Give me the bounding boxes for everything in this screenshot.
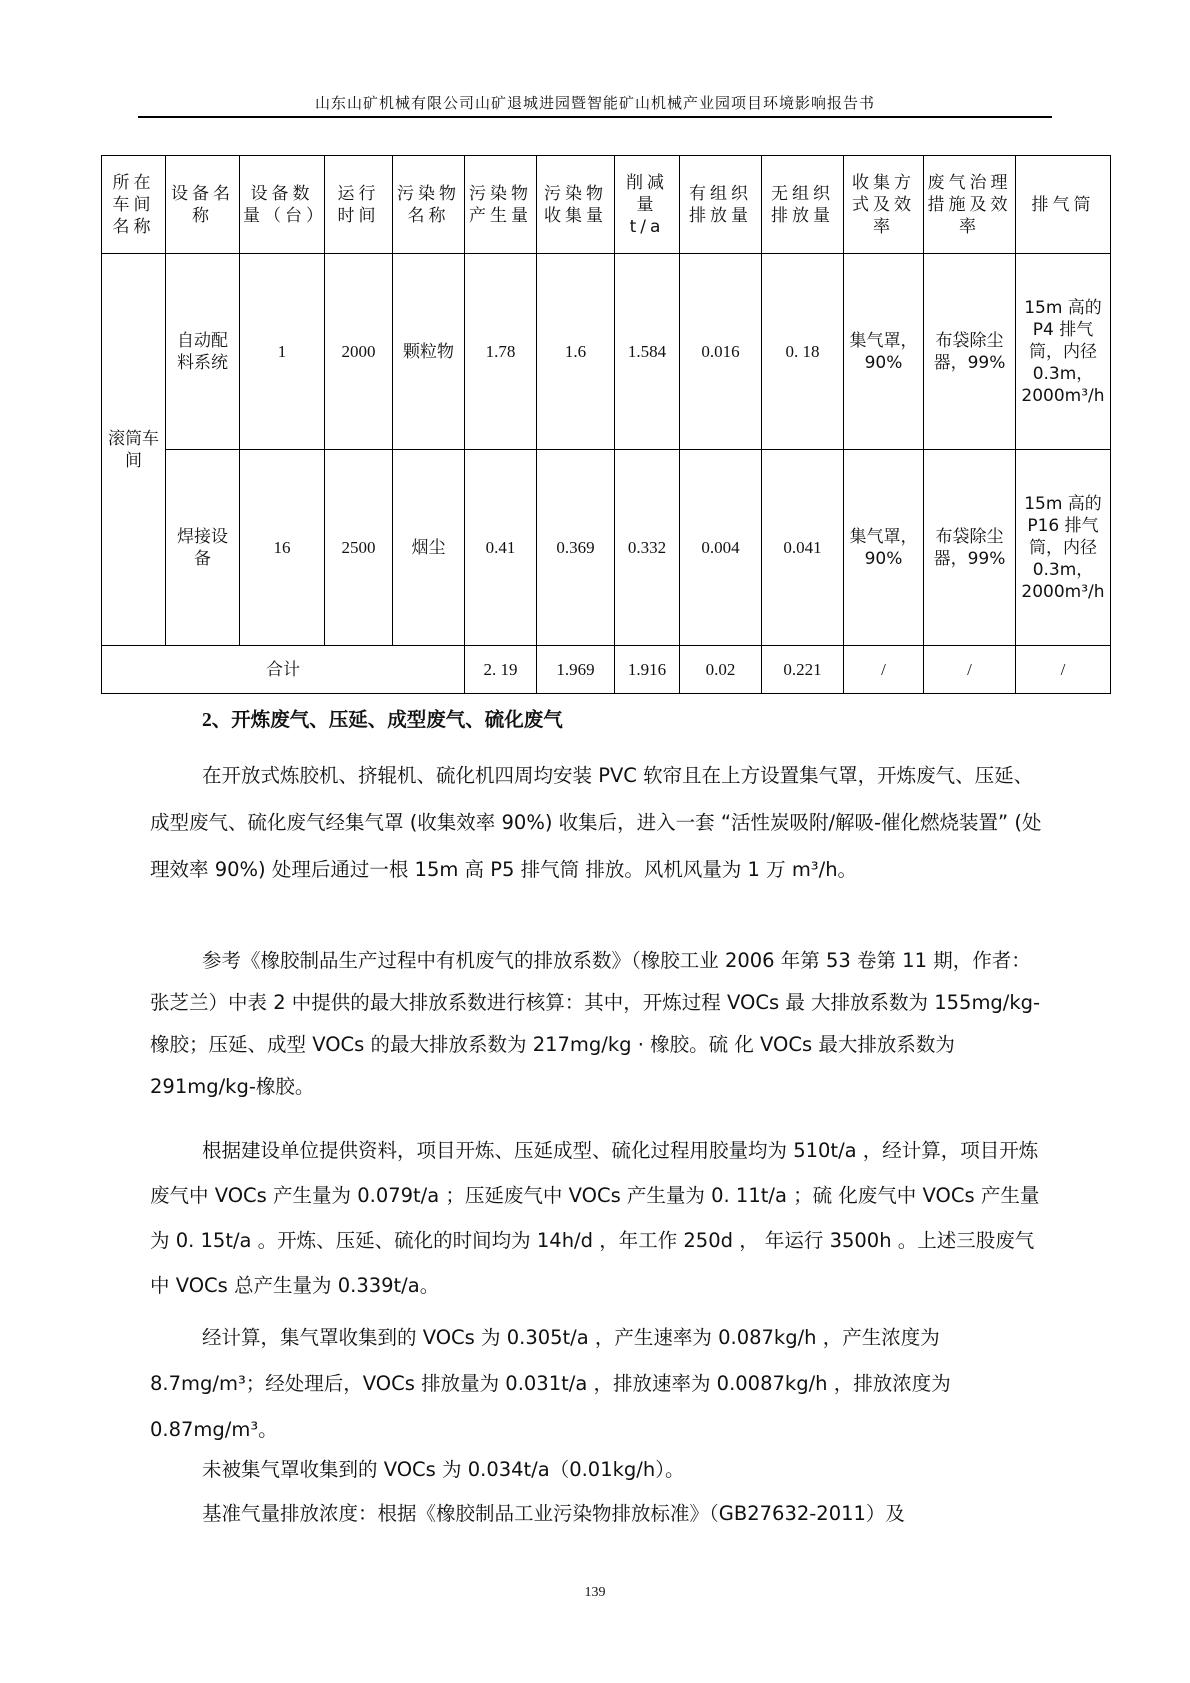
pollutant-cell: 烟尘	[393, 450, 465, 646]
table-total-row	[102, 646, 1111, 694]
page-number: 139	[584, 1585, 606, 1600]
col-header-pollutant: 污染物名称	[393, 156, 465, 254]
paragraph-5: 未被集气罩收集到的 VOCs 为 0.034t/a（0.01kg/h）。	[202, 1458, 685, 1481]
emission-table	[101, 155, 1111, 694]
equipment-cell: 自动配料系统	[166, 254, 240, 450]
table-row	[102, 450, 1111, 646]
collected-cell: 1.6	[537, 254, 615, 450]
col-header-generated: 污染物产生量	[465, 156, 537, 254]
hours-cell: 2000	[325, 254, 393, 450]
generated-cell: 0.41	[465, 450, 537, 646]
count-cell: 1	[240, 254, 325, 450]
document-header-title: 山东山矿机械有限公司山矿退城进园暨智能矿山机械产业园项目环境影响报告书	[314, 94, 875, 112]
table-header-row	[102, 156, 1111, 254]
total-organized: 0.02	[680, 646, 762, 694]
paragraph-2: 参考《橡胶制品生产过程中有机废气的排放系数》（橡胶工业 2006 年第 53 卷第 11 期，作者：张芝兰）中表 2 中提供的最大排放系数进行核算：其中，开炼过程 VOCs 最 大排放系数为 155mg/kg-橡胶；压延、成型 VOCs 的最大排放系数为 217mg/kg · 橡胶。硫 化 VOCs 最大排放系数为 291mg/kg-橡胶。	[150, 949, 1041, 1098]
paragraph-3: 根据建设单位提供资料，项目开炼、压延成型、硫化过程用胶量均为 510t/a ，经计算，项目开炼废气中 VOCs 产生量为 0.079t/a ；压延废气中 VOCs 产生量为 0. 11t/a ；硫 化废气中 VOCs 产生量为 0. 15t/a 。开炼、压延、硫化的时间均为 14h/d ，年工作 250d ， 年运行 3500h 。上述三股废气中 VOCs 总产生量为 0.339t/a。	[150, 1139, 1040, 1297]
col-header-unorganized: 无组织排放量	[762, 156, 844, 254]
paragraph-4: 经计算，集气罩收集到的 VOCs 为 0.305t/a ，产生速率为 0.087kg/h ，产生浓度为 8.7mg/m³；经处理后，VOCs 排放量为 0.031t/a ，排放速率为 0.0087kg/h ，排放浓度为 0.87mg/m³。	[150, 1326, 951, 1441]
col-header-stack: 排气筒	[1016, 156, 1111, 254]
col-header-collection: 收集方式及效率	[844, 156, 924, 254]
total-collection: /	[844, 646, 924, 694]
workshop-cell: 滚筒车间	[102, 254, 166, 646]
collected-cell: 0.369	[537, 450, 615, 646]
col-header-count: 设备数量（台）	[240, 156, 325, 254]
reduced-cell: 1.584	[615, 254, 680, 450]
reduced-cell: 0.332	[615, 450, 680, 646]
total-collected: 1.969	[537, 646, 615, 694]
count-cell: 16	[240, 450, 325, 646]
treatment-cell: 布袋除尘器，99%	[924, 450, 1016, 646]
total-label: 合计	[102, 646, 465, 694]
paragraph-1: 在开放式炼胶机、挤辊机、硫化机四周均安装 PVC 软帘且在上方设置集气罩，开炼废气、压延、成型废气、硫化废气经集气罩 (收集效率 90%) 收集后，进入一套 “活性炭吸附/解吸-催化燃烧装置” (处理效率 90%) 处理后通过一根 15m 高 P5 排气筒 排放。风机风量为 1 万 m³/h。	[150, 764, 1042, 881]
pollutant-cell: 颗粒物	[393, 254, 465, 450]
unorganized-cell: 0.041	[762, 450, 844, 646]
organized-cell: 0.004	[680, 450, 762, 646]
total-generated: 2. 19	[465, 646, 537, 694]
collection-cell: 集气罩，90%	[844, 254, 924, 450]
table-row	[102, 254, 1111, 450]
col-header-equipment: 设备名称	[166, 156, 240, 254]
treatment-cell: 布袋除尘器，99%	[924, 254, 1016, 450]
total-treatment: /	[924, 646, 1016, 694]
col-header-collected: 污染物收集量	[537, 156, 615, 254]
col-header-workshop: 所在车间名称	[102, 156, 166, 254]
generated-cell: 1.78	[465, 254, 537, 450]
header-divider	[138, 116, 1052, 118]
col-header-reduced: 削减量 t/a	[615, 156, 680, 254]
hours-cell: 2500	[325, 450, 393, 646]
equipment-cell: 焊接设备	[166, 450, 240, 646]
col-header-hours: 运行时间	[325, 156, 393, 254]
total-unorganized: 0.221	[762, 646, 844, 694]
stack-cell: 15m 高的 P16 排气筒，内径 0.3m，2000m³/h	[1016, 450, 1111, 646]
col-header-organized: 有组织排放量	[680, 156, 762, 254]
section-number: 2	[202, 710, 212, 731]
stack-cell: 15m 高的 P4 排气筒，内径 0.3m，2000m³/h	[1016, 254, 1111, 450]
col-header-treatment: 废气治理措施及效率	[924, 156, 1016, 254]
collection-cell: 集气罩，90%	[844, 450, 924, 646]
total-stack: /	[1016, 646, 1111, 694]
total-reduced: 1.916	[615, 646, 680, 694]
section-title: 、开炼废气、压延、成型废气、硫化废气	[211, 708, 563, 731]
unorganized-cell: 0. 18	[762, 254, 844, 450]
organized-cell: 0.016	[680, 254, 762, 450]
paragraph-6: 基准气量排放浓度：根据《橡胶制品工业污染物排放标准》（GB27632-2011）及	[202, 1502, 905, 1525]
section-heading	[150, 708, 1050, 733]
